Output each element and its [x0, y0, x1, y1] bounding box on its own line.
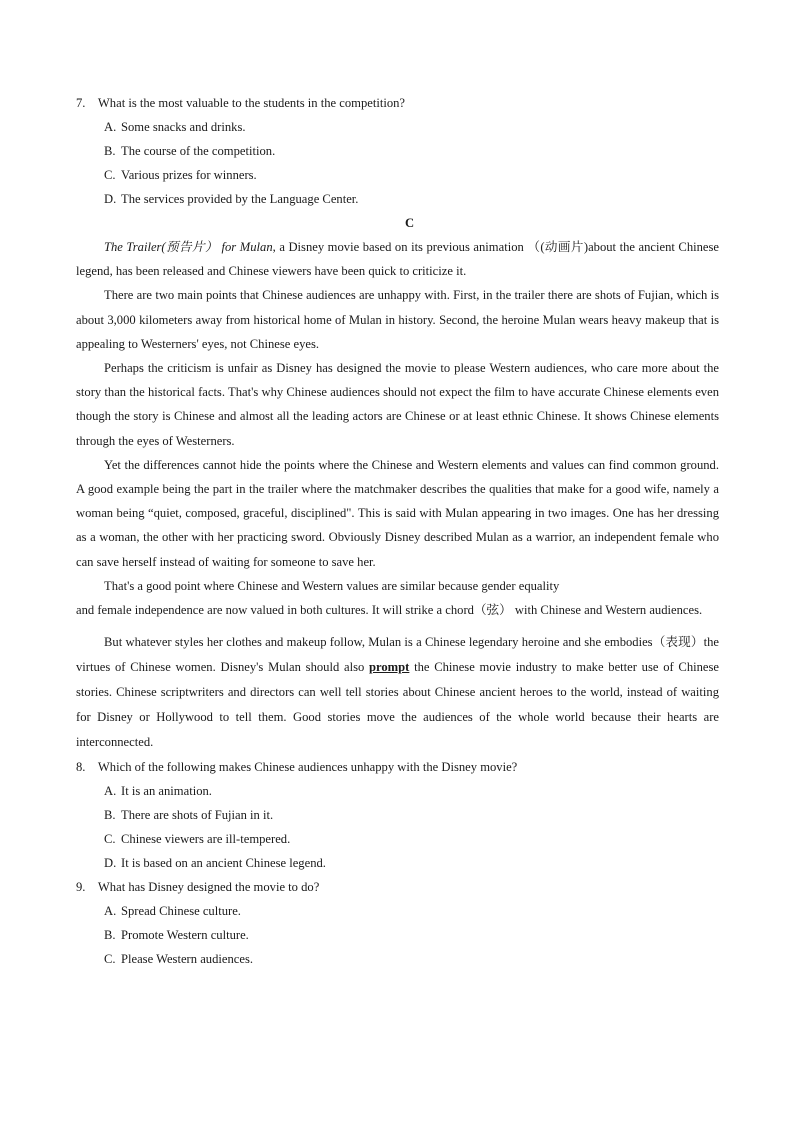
option-text: Some snacks and drinks.	[121, 120, 246, 134]
question-number: 9.	[76, 880, 86, 895]
question-text: What has Disney designed the movie to do?	[97, 880, 320, 895]
question-number: 8.	[76, 760, 86, 775]
option-b	[76, 139, 719, 163]
question-number: 7.	[76, 96, 86, 110]
option-text: Please Western audiences.	[121, 952, 253, 967]
passage-paragraph-3: Perhaps the criticism is unfair as Disney has designed the movie to please Western audiences, who care more about the story than the historical facts. That's why Chinese audiences should not expect the film to have accurate Chinese elements even though the story is Chinese and almost all the leading actors are Chinese or at least ethnic Chinese. It shows Chinese elements through the eyes of Westerners.	[76, 361, 719, 448]
vocab-word: prompt	[369, 660, 410, 675]
option-letter: B.	[104, 928, 116, 943]
option-letter: D.	[104, 856, 117, 871]
trailer-title: The Trailer(预告片） for Mulan	[104, 240, 273, 254]
option-letter: C.	[104, 168, 116, 182]
option-b	[76, 923, 719, 947]
option-text: There are shots of Fujian in it.	[121, 808, 274, 823]
passage-paragraph-4: Yet the differences cannot hide the points where the Chinese and Western elements and values can find common ground. A good example being the part in the trailer where the matchmaker describes the qualities that make for a good wife, namely a woman being “quiet, composed, graceful, disciplined". This is said with Mulan appearing in two images. One has her dressing as a woman, the other with her practicing sword. Obviously Disney described Mulan as a warrior, an independent female who can save herself instead of waiting for someone to save her.	[76, 457, 719, 569]
question-9	[76, 875, 719, 899]
paragraph-text: But whatever styles her clothes and makeup follow, Mulan is a Chinese legendary heroine and she embodies（表现）the virtues of Chinese women. Disney's Mulan should also	[76, 635, 719, 675]
question-text: What is the most valuable to the students in the competition?	[97, 96, 406, 110]
option-letter: B.	[104, 144, 116, 158]
option-letter: C.	[104, 952, 116, 967]
option-text: Chinese viewers are ill-tempered.	[121, 832, 291, 847]
option-text: It is an animation.	[121, 784, 212, 799]
passage-paragraph-5-line-2: and female independence are now valued in both cultures. It will strike a chord（弦） with Chinese and Western audiences.	[76, 603, 703, 618]
option-text: Spread Chinese culture.	[121, 904, 241, 919]
document-page	[76, 91, 719, 971]
question-8	[76, 755, 719, 779]
option-text: The course of the competition.	[121, 144, 276, 158]
option-letter: A.	[104, 904, 117, 919]
paragraph-text: the Chinese movie industry to make better use of Chinese stories. Chinese scriptwriters and directors can well tell stories about Chinese ancient heroes to the world, instead of waiting for Disney or Hollywood to tell them. Good stories move the audiences of the whole world because their hearts are interconnected.	[76, 660, 719, 750]
option-text: Various prizes for winners.	[121, 168, 257, 182]
option-c	[76, 163, 719, 187]
option-d	[76, 851, 719, 875]
option-c	[76, 947, 719, 971]
option-a	[76, 779, 719, 803]
option-letter: D.	[104, 192, 117, 206]
passage-paragraph-5-line-1: That's a good point where Chinese and Western values are similar because gender equality	[104, 578, 560, 593]
option-d	[76, 187, 719, 211]
passage-paragraph-6	[76, 630, 719, 755]
option-c	[76, 827, 719, 851]
paragraph-text: , a Disney movie based on its previous animation （(动画片)about the ancient Chinese legend, has been released and Chinese viewers have been quick to criticize it.	[76, 240, 719, 279]
option-text: Promote Western culture.	[121, 928, 249, 943]
option-letter: C.	[104, 832, 116, 847]
section-heading: C	[404, 216, 415, 230]
option-letter: A.	[104, 120, 117, 134]
passage-paragraph-1	[76, 235, 719, 283]
option-letter: B.	[104, 808, 116, 823]
question-7	[76, 91, 719, 115]
option-text: The services provided by the Language Center.	[121, 192, 359, 206]
passage-paragraph-2: There are two main points that Chinese audiences are unhappy with. First, in the trailer there are shots of Fujian, which is about 3,000 kilometers away from historical home of Mulan in history. Second, the heroine Mulan wears heavy makeup that is appealing to Westerners' eyes, not Chinese eyes.	[76, 288, 719, 351]
option-a	[76, 115, 719, 139]
option-b	[76, 803, 719, 827]
option-letter: A.	[104, 784, 117, 799]
option-a	[76, 899, 719, 923]
option-text: It is based on an ancient Chinese legend.	[121, 856, 326, 871]
question-text: Which of the following makes Chinese audiences unhappy with the Disney movie?	[97, 760, 518, 775]
